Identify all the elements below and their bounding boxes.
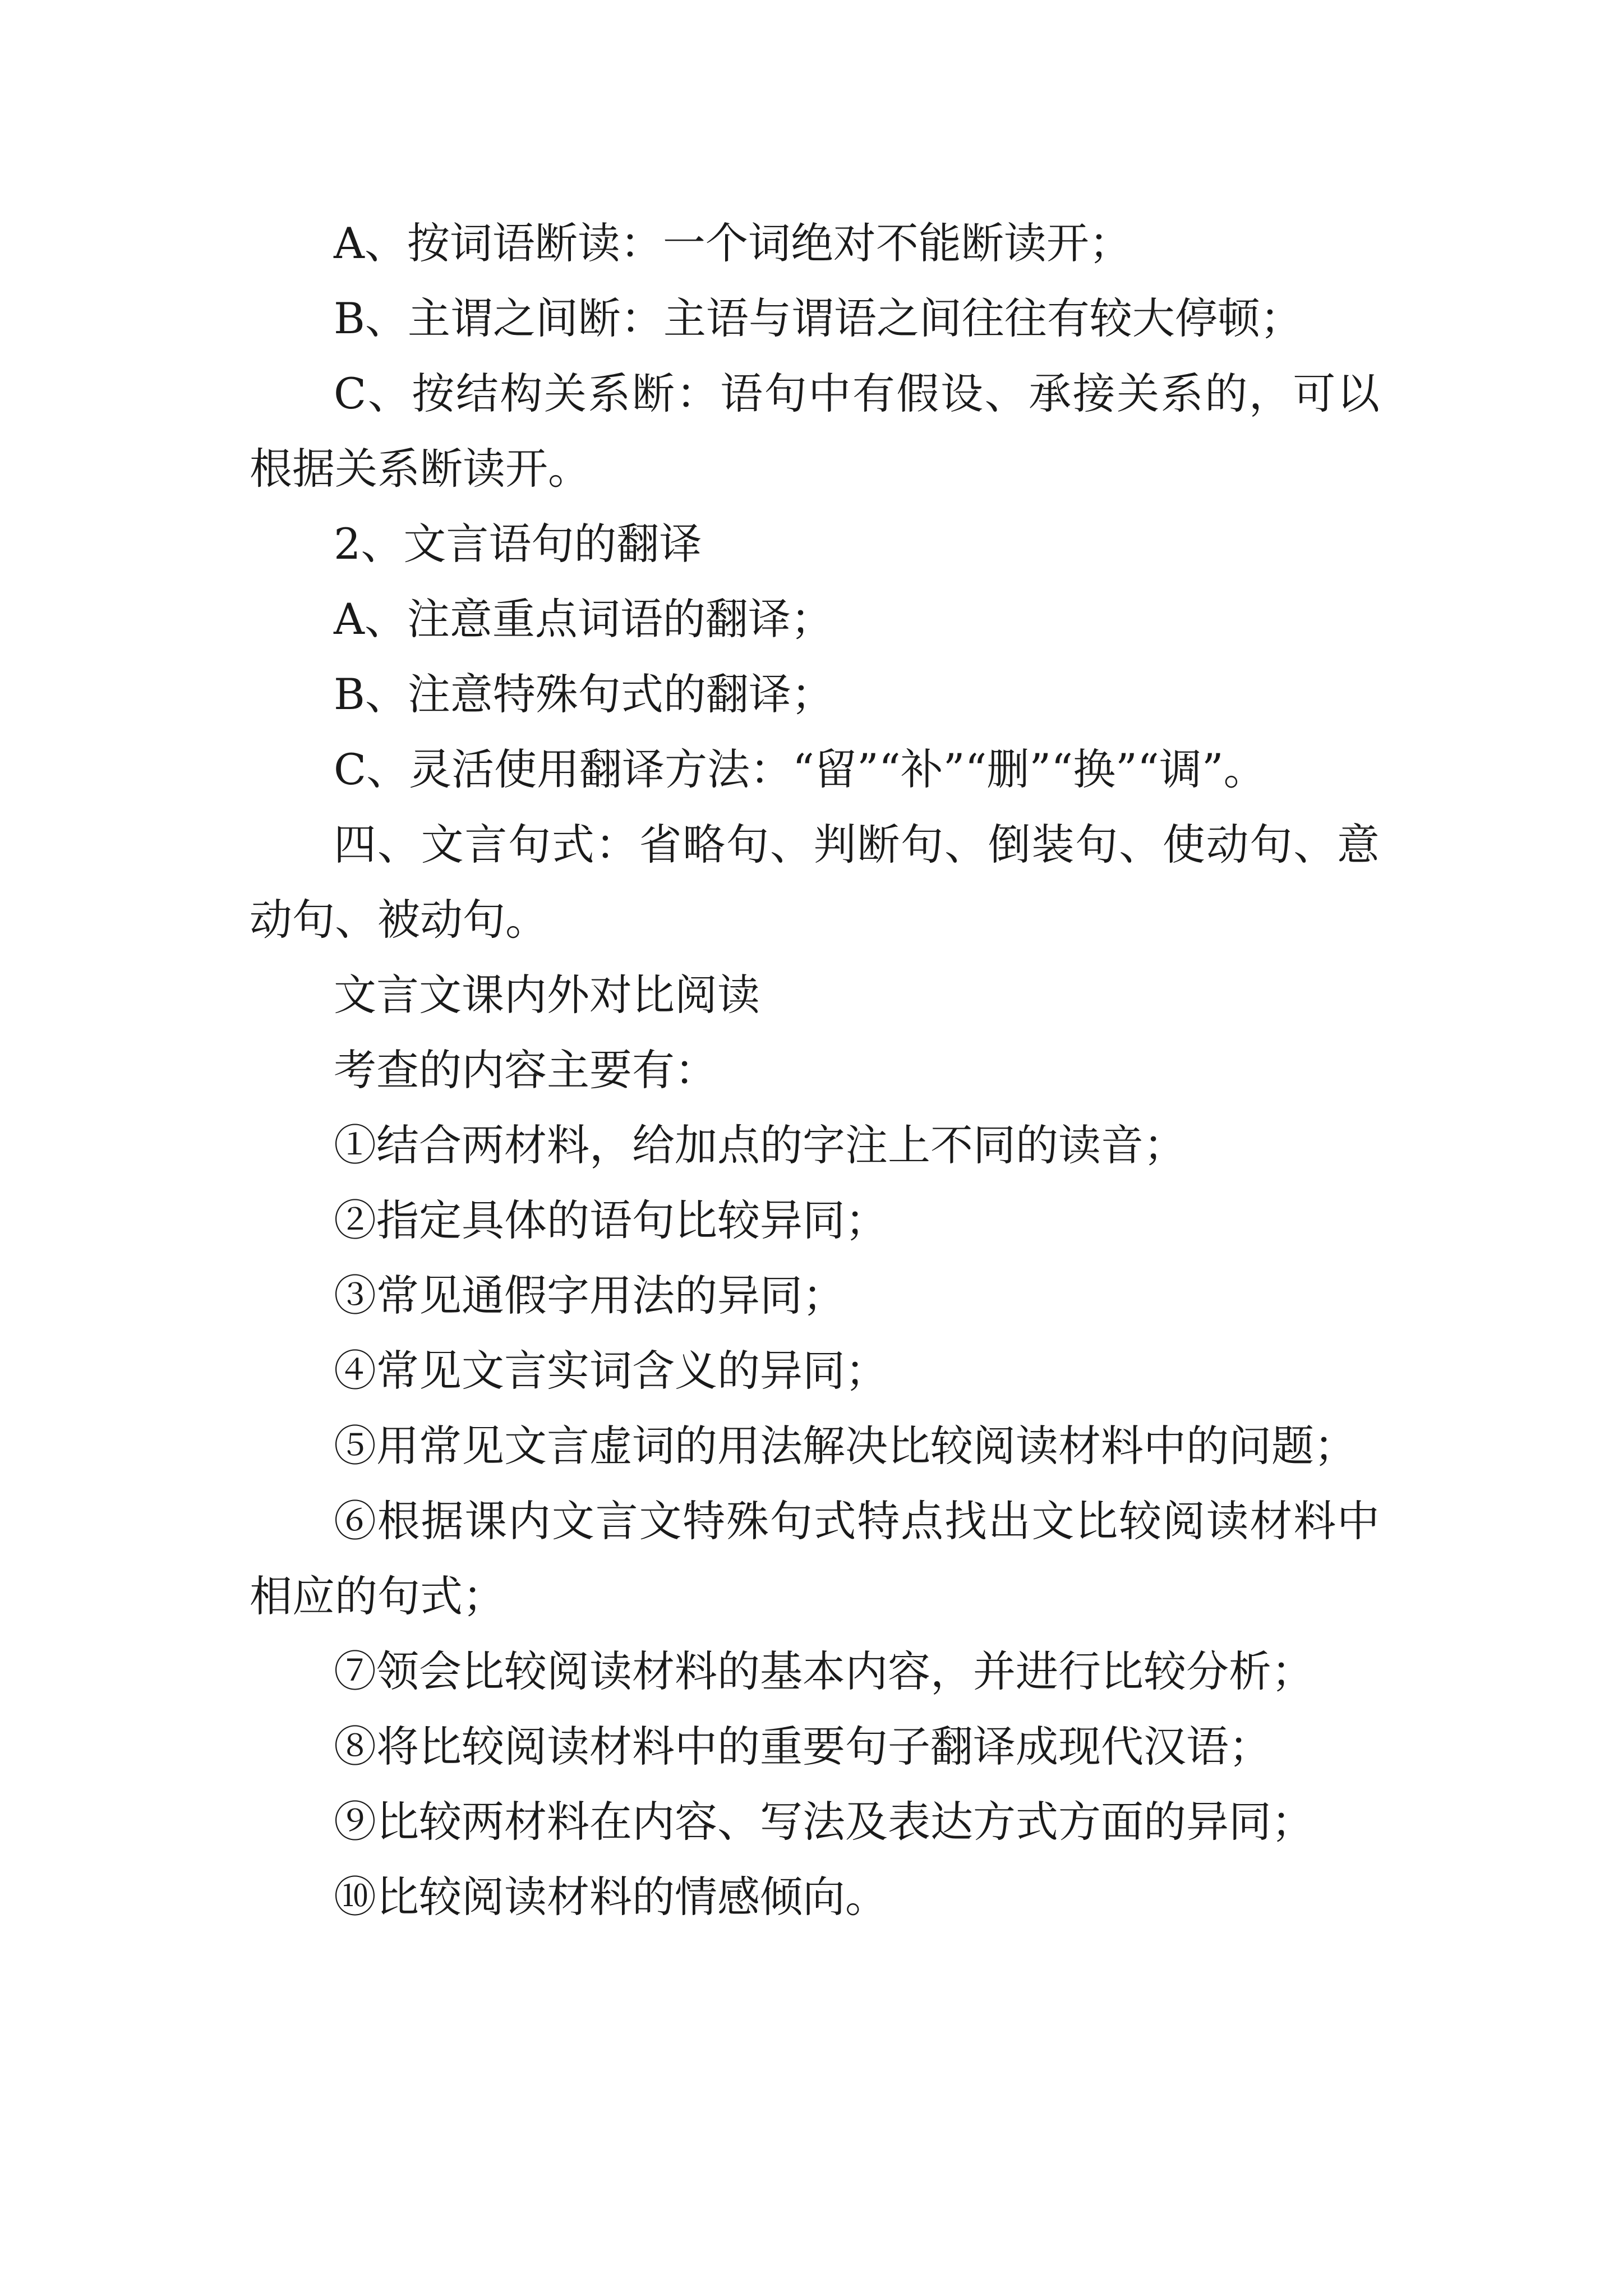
- paragraph-sentence-break-subject-predicate: B、主谓之间断：主语与谓语之间往往有较大停顿；: [334, 293, 1303, 343]
- paragraph-comparative-reading-heading: 文言文课内外对比阅读: [334, 970, 760, 1020]
- paragraph-sentence-break-by-word: A、按词语断读：一个词绝对不能断读开；: [334, 218, 1132, 268]
- list-item-2: ②指定具体的语句比较异同；: [334, 1195, 888, 1245]
- list-item-10: ⑩比较阅读材料的情感倾向。: [334, 1872, 888, 1922]
- list-item-3: ③常见通假字用法的异同；: [334, 1271, 845, 1320]
- list-item-4: ④常见文言实词含义的异同；: [334, 1346, 888, 1396]
- list-item-9: ⑨比较两材料在内容、写法及表达方式方面的异同；: [334, 1797, 1314, 1847]
- paragraph-translation-special-patterns: B、注意特殊句式的翻译；: [334, 669, 834, 719]
- paragraph-translation-heading: 2、文言语句的翻译: [334, 519, 702, 569]
- paragraph-sentence-patterns: 四、文言句式：省略句、判断句、倒装句、使动句、意动句、被动句。: [250, 820, 1380, 945]
- list-item-6: ⑥根据课内文言文特殊句式特点找出文比较阅读材料中相应的句式；: [250, 1496, 1380, 1621]
- paragraph-translation-key-words: A、注意重点词语的翻译；: [334, 594, 833, 644]
- list-item-7: ⑦领会比较阅读材料的基本内容，并进行比较分析；: [334, 1646, 1314, 1696]
- paragraph-exam-content-intro: 考查的内容主要有：: [334, 1045, 717, 1095]
- document-body: [250, 206, 1380, 1935]
- list-item-5: ⑤用常见文言虚词的用法解决比较阅读材料中的问题；: [334, 1421, 1357, 1471]
- paragraph-translation-methods: C、灵活使用翻译方法：“留”“补”“删”“换”“调”。: [334, 744, 1266, 794]
- list-item-1: ①结合两材料，给加点的字注上不同的读音；: [334, 1120, 1186, 1170]
- paragraph-sentence-break-by-structure: C、按结构关系断：语句中有假设、承接关系的，可以根据关系断读开。: [250, 369, 1380, 494]
- list-item-8: ⑧将比较阅读材料中的重要句子翻译成现代汉语；: [334, 1722, 1271, 1772]
